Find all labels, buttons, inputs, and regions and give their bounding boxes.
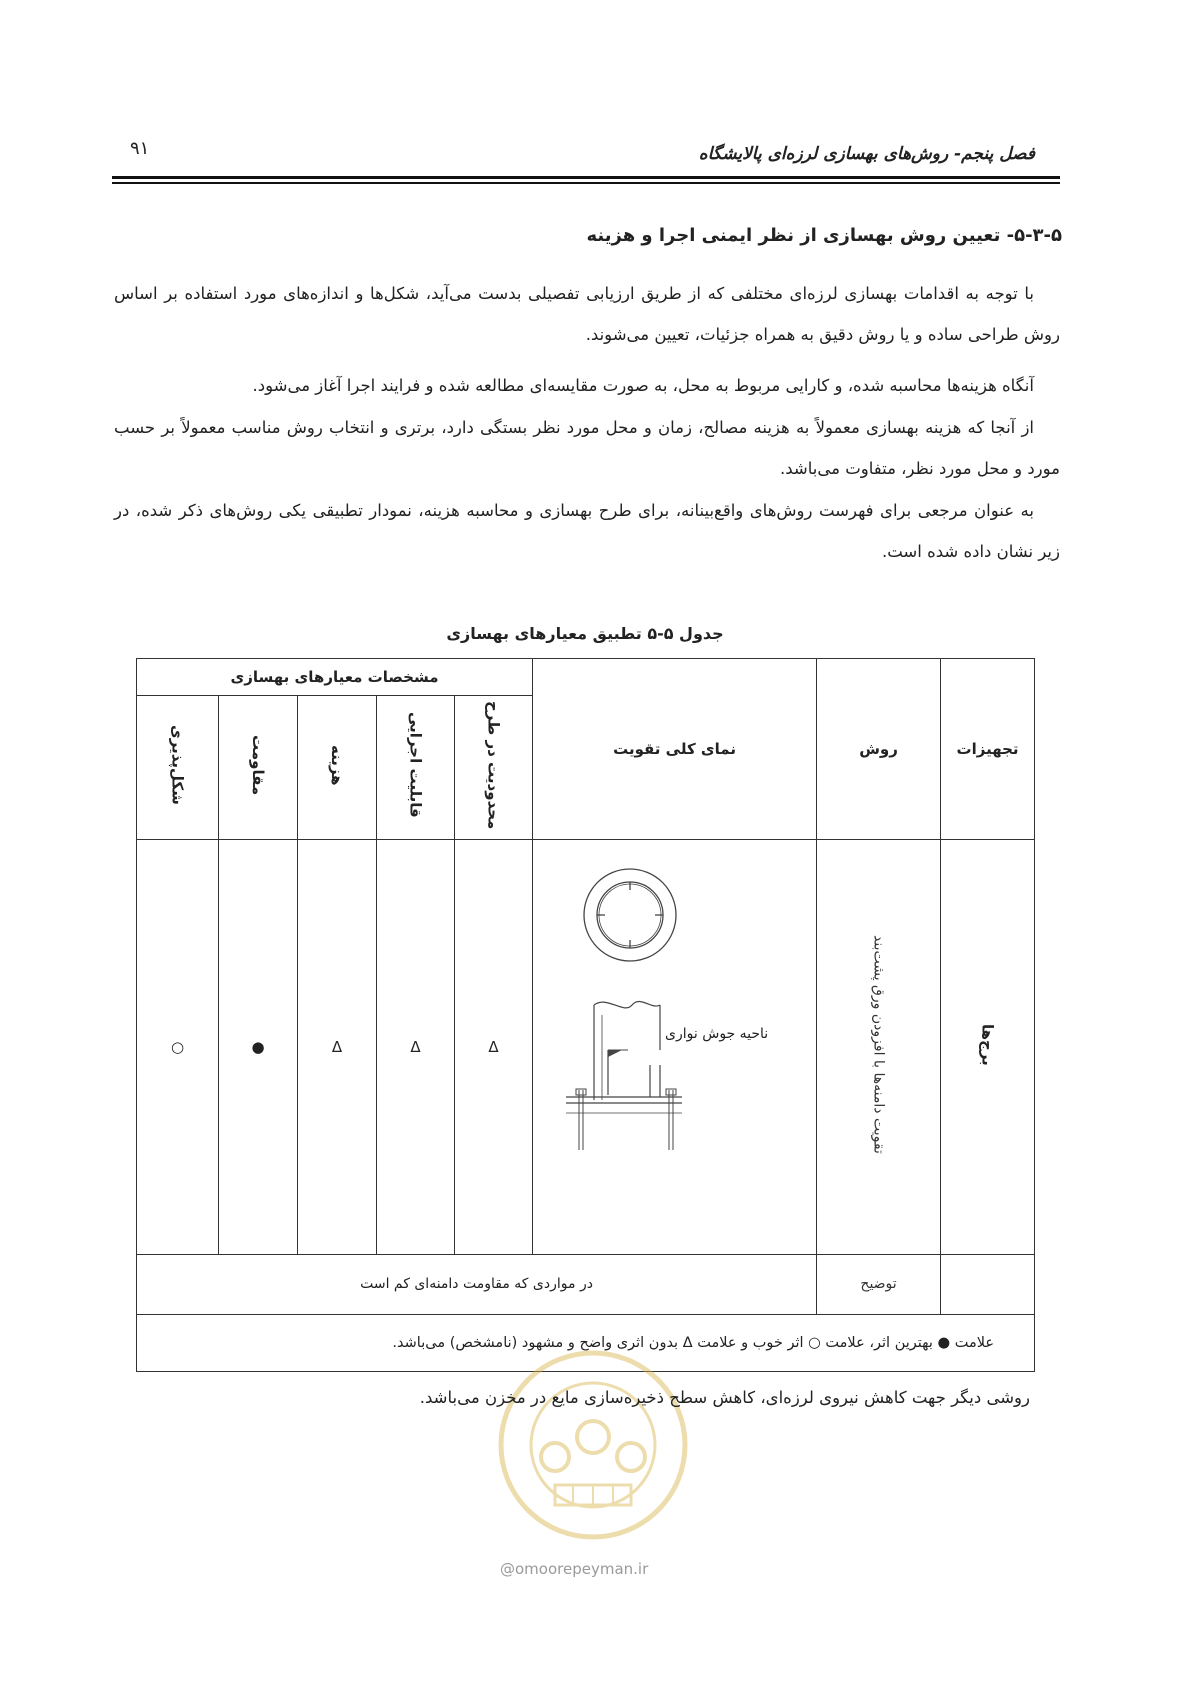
equipment-label: برج‌ها	[978, 1023, 997, 1066]
weld-zone-label: ناحیه جوش نواری	[665, 1025, 769, 1042]
paragraph-3: از آنجا که هزینه بهسازی معمولاً به هزینه مصالح، زمان و محل مورد نظر بستگی دارد، برتری و انتخاب روش مناسب معمولاً بر حسب مورد و محل مورد نظر، متفاوت می‌باشد.	[114, 418, 1060, 478]
table-legend: علامت ● بهترین اثر، علامت ○ اثر خوب و علامت Δ بدون اثری واضح و مشهود (نامشخص) می‌باشد.	[137, 1314, 1035, 1371]
watermark-logo	[493, 1345, 693, 1545]
row-drawing	[533, 839, 817, 1254]
symbol-strength: ●	[219, 839, 298, 1254]
header-rule-thin	[112, 182, 1060, 184]
header-criterion-ductility	[455, 695, 533, 839]
symbol-applicability: Δ	[377, 839, 455, 1254]
header-equipment: تجهیزات	[941, 659, 1035, 840]
row-equipment	[941, 839, 1035, 1254]
header-rule-thick	[112, 176, 1060, 179]
symbol-ductility: ○	[137, 839, 219, 1254]
header-criteria-group: مشخصات معیارهای بهسازی	[137, 659, 533, 696]
symbol-design-limit: Δ	[455, 839, 533, 1254]
note-empty-cell	[941, 1255, 1035, 1315]
header-criterion-strength	[219, 695, 298, 839]
header-overview: نمای کلی تقویت	[533, 659, 817, 840]
method-label: تقویت دامنه‌ها با افزودن ورق پشت‌بند	[870, 935, 887, 1155]
note-label: توضیح	[817, 1255, 941, 1315]
chapter-title: فصل پنجم- روش‌های بهسازی لرزه‌ای پالایشگاه	[698, 144, 1035, 164]
criteria-table	[136, 658, 1035, 1372]
row-method	[817, 839, 941, 1254]
header-criterion-cost	[298, 695, 377, 839]
symbol-cost: Δ	[298, 839, 377, 1254]
header-criterion-label: محدودیت در طرح	[484, 701, 503, 830]
header-criterion-label: قابلیت اجرایی	[406, 712, 425, 819]
paragraph-1: با توجه به اقدامات بهسازی لرزه‌ای مختلفی که از طریق ارزیابی تفصیلی بدست می‌آید، شکل‌ها و اندازه‌های مورد استفاده بر اساس روش طراحی ساده و یا روش دقیق به همراه جزئیات، تعیین می‌شوند.	[114, 284, 1060, 344]
header-criterion-applicability	[377, 695, 455, 839]
page-number: ۹۱	[130, 138, 150, 159]
header-criterion-design-limit	[137, 695, 219, 839]
header-method: روش	[817, 659, 941, 840]
reinforcement-drawing	[532, 845, 816, 1249]
closing-paragraph: روشی دیگر جهت کاهش نیروی لرزه‌ای، کاهش سطح ذخیره‌سازی مایع در مخزن می‌باشد.	[419, 1388, 1030, 1407]
header-criterion-label: مقاومت	[249, 735, 268, 796]
watermark-url: @omoorepeyman.ir	[500, 1560, 649, 1578]
table-caption: جدول ۵-۵ تطبیق معیارهای بهسازی	[446, 624, 724, 643]
header-criterion-label: هزینه	[328, 744, 347, 786]
note-text: در مواردی که مقاومت دامنه‌ای کم است	[137, 1255, 817, 1315]
section-heading: ۵-۳-۵- تعیین روش بهسازی از نظر ایمنی اجرا و هزینه	[586, 225, 1062, 246]
paragraph-2: آنگاه هزینه‌ها محاسبه شده، و کارایی مربوط به محل، به صورت مقایسه‌ای مطالعه شده و فرایند اجرا آغاز می‌شود.	[252, 376, 1034, 395]
paragraph-4: به عنوان مرجعی برای فهرست روش‌های واقع‌بینانه، برای طرح بهسازی و محاسبه هزینه، نمودار تطبیقی یکی روش‌های ذکر شده، در زیر نشان داده شده است.	[114, 501, 1060, 561]
header-criterion-label: شکل‌پذیری	[168, 725, 187, 806]
